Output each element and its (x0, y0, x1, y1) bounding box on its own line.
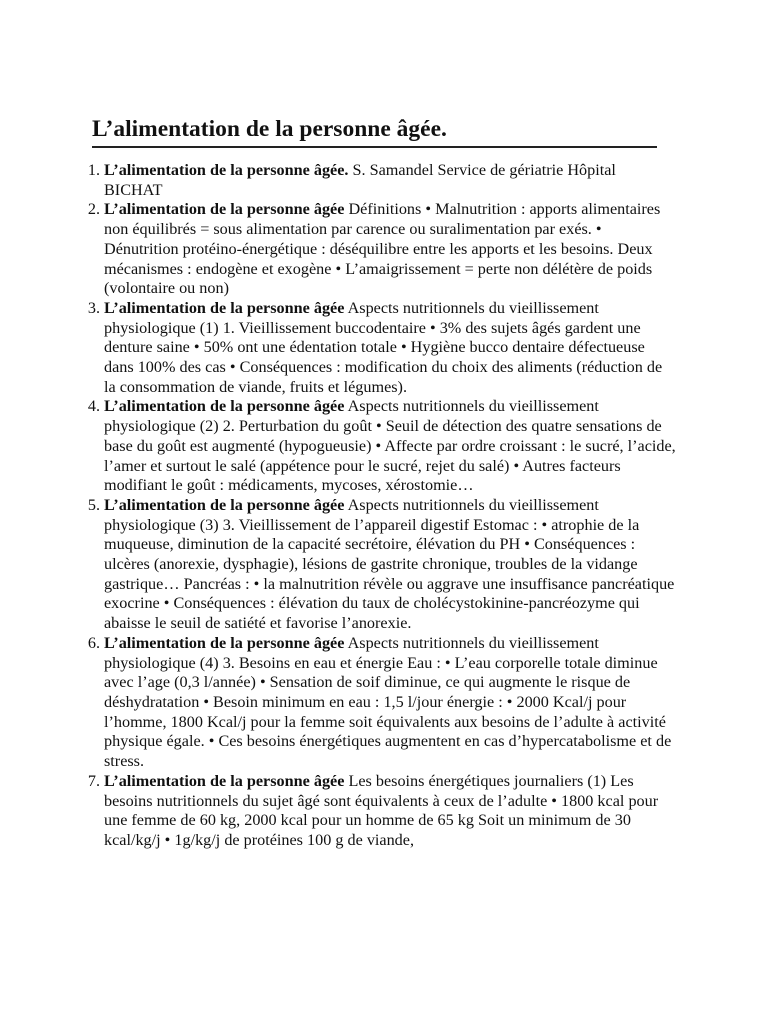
list-item (87, 397, 676, 496)
list-item (87, 298, 676, 398)
item-title: L’alimentation de la personne âgée (104, 771, 345, 790)
item-number: 1. (87, 161, 100, 179)
list-item (87, 633, 676, 772)
item-number: 5. (87, 495, 100, 514)
list-item (87, 495, 676, 634)
item-title: L’alimentation de la personne âgée. (104, 161, 349, 179)
list-item (87, 161, 676, 200)
slide-list (87, 161, 676, 851)
item-text: Aspects nutritionnels du vieillissement physiologique (3) 3. Vieillissement de l’appareil digestif Estomac : • atrophie de la muqueuse, diminution de la capacité secrétoire, élévation du PH • Conséquences : ulcères (anorexie, dysphagie), lésions de gastrite chronique, troubles de la vidange gastrique… Pancréas : • la malnutrition révèle ou aggrave une insuffisance pancréatique exocrine • Conséquences : élévation du taux de cholécystokinine-pancréozyme qui abaisse le seuil de satiété et favorise l’anorexie. (104, 495, 675, 633)
list-item (87, 200, 676, 299)
item-number: 7. (87, 771, 100, 790)
item-number: 6. (87, 633, 100, 652)
item-text: Aspects nutritionnels du vieillissement physiologique (1) 1. Vieillissement buccodentaire • 3% des sujets âgés gardent une denture saine • 50% ont une édentation totale • Hygiène bucco dentaire défectueuse dans 100% des cas • Conséquences : modification du choix des aliments (réduction de la consommation de viande, fruits et légumes). (104, 298, 663, 396)
item-number: 2. (87, 200, 100, 219)
item-number: 4. (87, 397, 100, 416)
item-text: S. Samandel Service de gériatrie Hôpital BICHAT (104, 161, 616, 199)
item-title: L’alimentation de la personne âgée (104, 200, 345, 219)
item-title: L’alimentation de la personne âgée (104, 397, 345, 416)
item-number: 3. (87, 298, 100, 317)
item-text: Les besoins énergétiques journaliers (1) Les besoins nutritionnels du sujet âgé sont équivalents à ceux de l’adulte • 1800 kcal pour une femme de 60 kg, 2000 kcal pour un homme de 65 kg Soit un minimum de 30 kcal/kg/j • 1g/kg/j de protéines 100 g de viande, (104, 771, 659, 849)
item-text: Aspects nutritionnels du vieillissement physiologique (2) 2. Perturbation du goût • Seuil de détection des quatre sensations de base du goût est augmenté (hypogueusie) • Affecte par ordre croissant : le sucré, l’acide, l’amer et surtout le salé (appétence pour le sucré, rejet du salé) • Autres facteurs modifiant le goût : médicaments, mycoses, xérostomie… (104, 397, 676, 495)
list-item (87, 771, 676, 851)
item-text: Définitions • Malnutrition : apports alimentaires non équilibrés = sous alimentation par carence ou suralimentation par exés. • Dénutrition protéino-énergétique : déséquilibre entre les apports et les besoins. Deux mécanismes : endogène et exogène • L’amaigrissement = perte non délétère de poids (volontaire ou non) (104, 200, 661, 298)
document-title: L’alimentation de la personne âgée. (92, 114, 657, 148)
item-title: L’alimentation de la personne âgée (104, 298, 345, 317)
item-text: Aspects nutritionnels du vieillissement physiologique (4) 3. Besoins en eau et énergie Eau : • L’eau corporelle totale diminue avec l’age (0,3 l/année) • Sensation de soif diminue, ce qui augmente le risque de déshydratation • Besoin minimum en eau : 1,5 l/jour énergie : • 2000 Kcal/j pour l’homme, 1800 Kcal/j pour la femme soit équivalents aux besoins de l’adulte à activité physique égale. • Ces besoins énergétiques augmentent en cas d’hypercatabolisme et de stress. (104, 633, 672, 771)
item-title: L’alimentation de la personne âgée (104, 633, 345, 652)
item-title: L’alimentation de la personne âgée (104, 495, 345, 514)
